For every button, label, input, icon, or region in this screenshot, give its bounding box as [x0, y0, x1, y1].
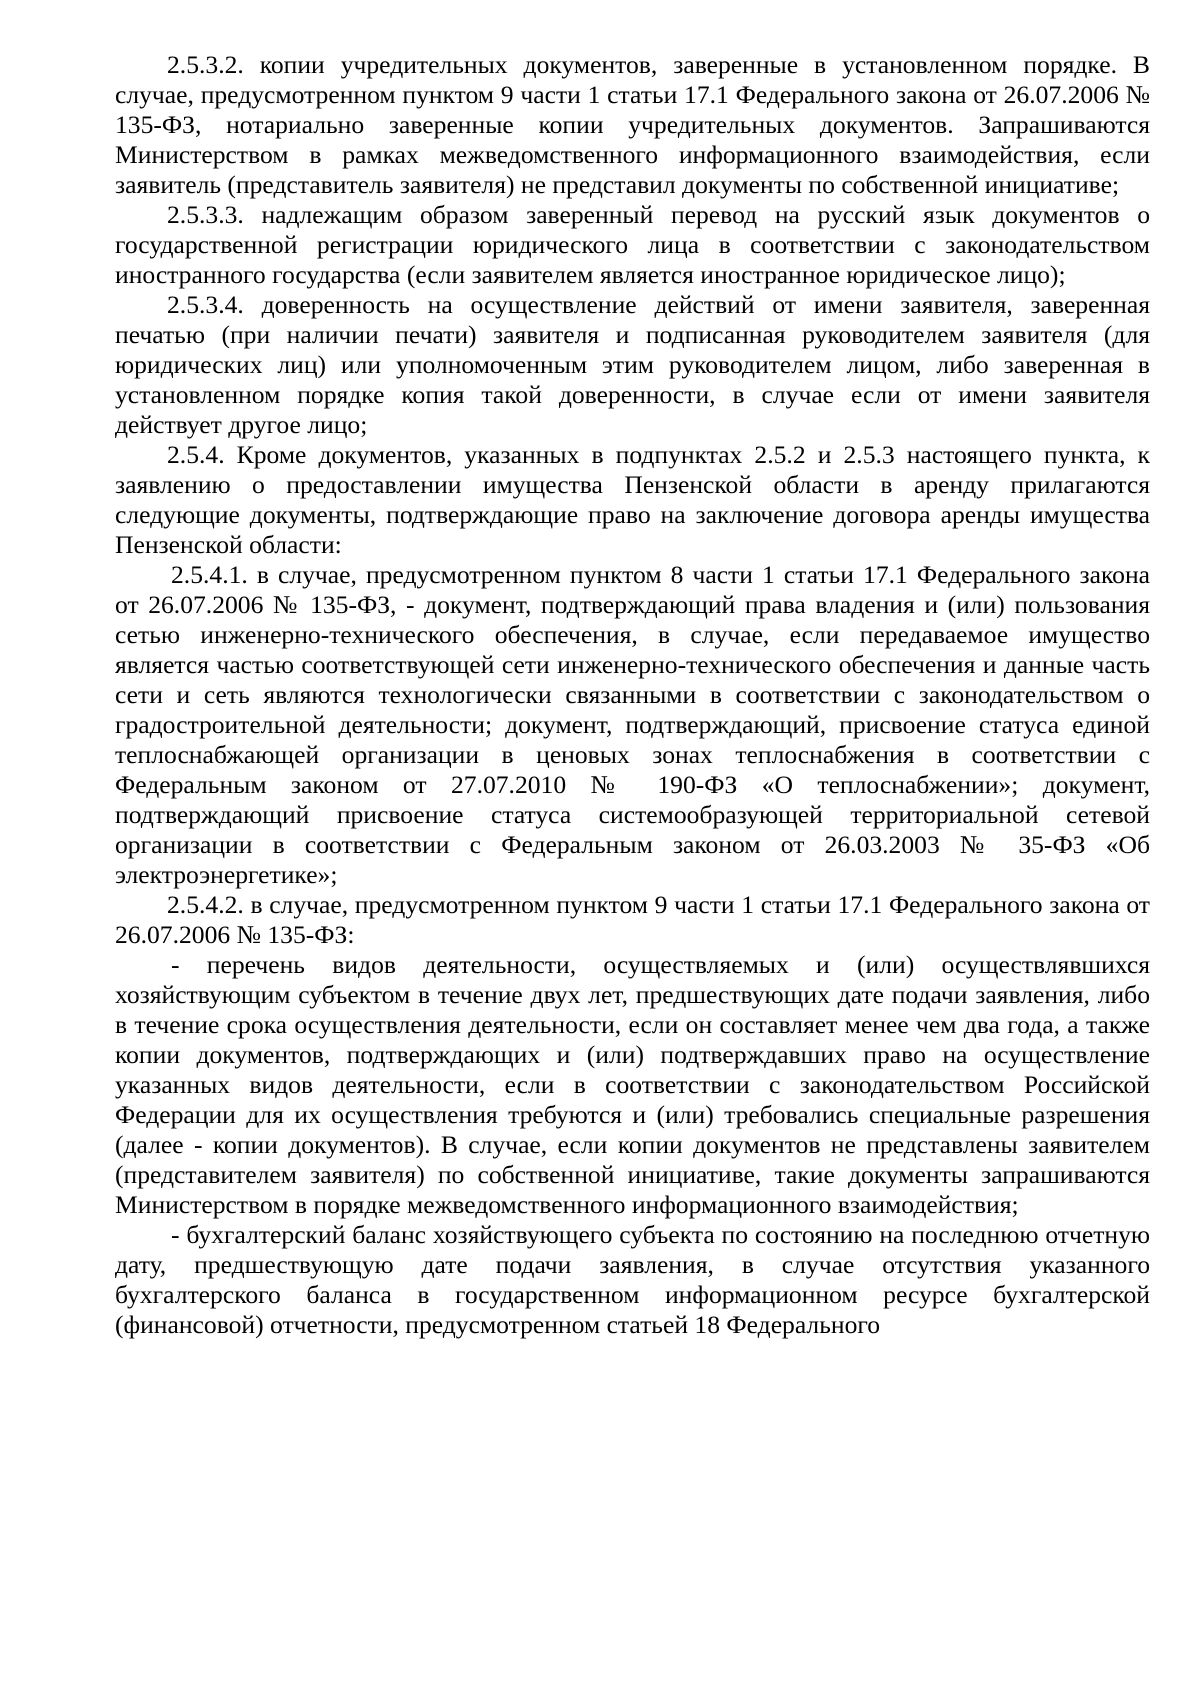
paragraph-2-5-4-2: 2.5.4.2. в случае, предусмотренном пунктом 9 части 1 статьи 17.1 Федерального закона от 26.07.2006 № 135-ФЗ:	[115, 890, 1150, 949]
list-item-balance-sheet: - бухгалтерский баланс хозяйствующего субъекта по состоянию на последнюю отчетную дату, предшествующую дате подачи заявления, в случае отсутствия указанного бухгалтерского баланса в государственном информационном ресурсе бухгалтерской (финансовой) отчетности, предусмотренном статьей 18 Федерального	[115, 1220, 1150, 1339]
paragraph-2-5-4: 2.5.4. Кроме документов, указанных в подпунктах 2.5.2 и 2.5.3 настоящего пункта, к заявлению о предоставлении имущества Пензенской области в аренду прилагаются следующие документы, подтверждающие право на заключение договора аренды имущества Пензенской области:	[115, 440, 1150, 559]
list-item-activity-types: - перечень видов деятельности, осуществляемых и (или) осуществлявшихся хозяйствующим субъектом в течение двух лет, предшествующих дате подачи заявления, либо в течение срока осуществления деятельности, если он составляет менее чем два года, а также копии документов, подтверждающих и (или) подтверждавших право на осуществление указанных видов деятельности, если в соответствии с законодательством Российской Федерации для их осуществления требуются и (или) требовались специальные разрешения (далее - копии документов). В случае, если копии документов не представлены заявителем (представителем заявителя) по собственной инициативе, такие документы запрашиваются Министерством в порядке межведомственного информационного взаимодействия;	[115, 950, 1150, 1219]
paragraph-2-5-4-1: 2.5.4.1. в случае, предусмотренном пунктом 8 части 1 статьи 17.1 Федерального закона от 26.07.2006 № 135-ФЗ, - документ, подтверждающий права владения и (или) пользования сетью инженерно-технического обеспечения, в случае, если передаваемое имущество является частью соответствующей сети инженерно-технического обеспечения и данные часть сети и сеть являются технологически связанными в соответствии с законодательством о градостроительной деятельности; документ, подтверждающий, присвоение статуса единой теплоснабжающей организации в ценовых зонах теплоснабжения в соответствии с Федеральным законом от 27.07.2010 № 190-ФЗ «О теплоснабжении»; документ, подтверждающий присвоение статуса системообразующей территориальной сетевой организации в соответствии с Федеральным законом от 26.03.2003 № 35-ФЗ «Об электроэнергетике»;	[115, 560, 1150, 889]
document-page	[115, 50, 1150, 1340]
paragraph-2-5-3-4: 2.5.3.4. доверенность на осуществление действий от имени заявителя, заверенная печатью (при наличии печати) заявителя и подписанная руководителем заявителя (для юридических лиц) или уполномоченным этим руководителем лицом, либо заверенная в установленном порядке копия такой доверенности, в случае если от имени заявителя действует другое лицо;	[115, 290, 1150, 439]
paragraph-2-5-3-2: 2.5.3.2. копии учредительных документов, заверенные в установленном порядке. В случае, предусмотренном пунктом 9 части 1 статьи 17.1 Федерального закона от 26.07.2006 № 135-ФЗ, нотариально заверенные копии учредительных документов. Запрашиваются Министерством в рамках межведомственного информационного взаимодействия, если заявитель (представитель заявителя) не представил документы по собственной инициативе;	[115, 50, 1150, 199]
paragraph-2-5-3-3: 2.5.3.3. надлежащим образом заверенный перевод на русский язык документов о государственной регистрации юридического лица в соответствии с законодательством иностранного государства (если заявителем является иностранное юридическое лицо);	[115, 200, 1150, 289]
